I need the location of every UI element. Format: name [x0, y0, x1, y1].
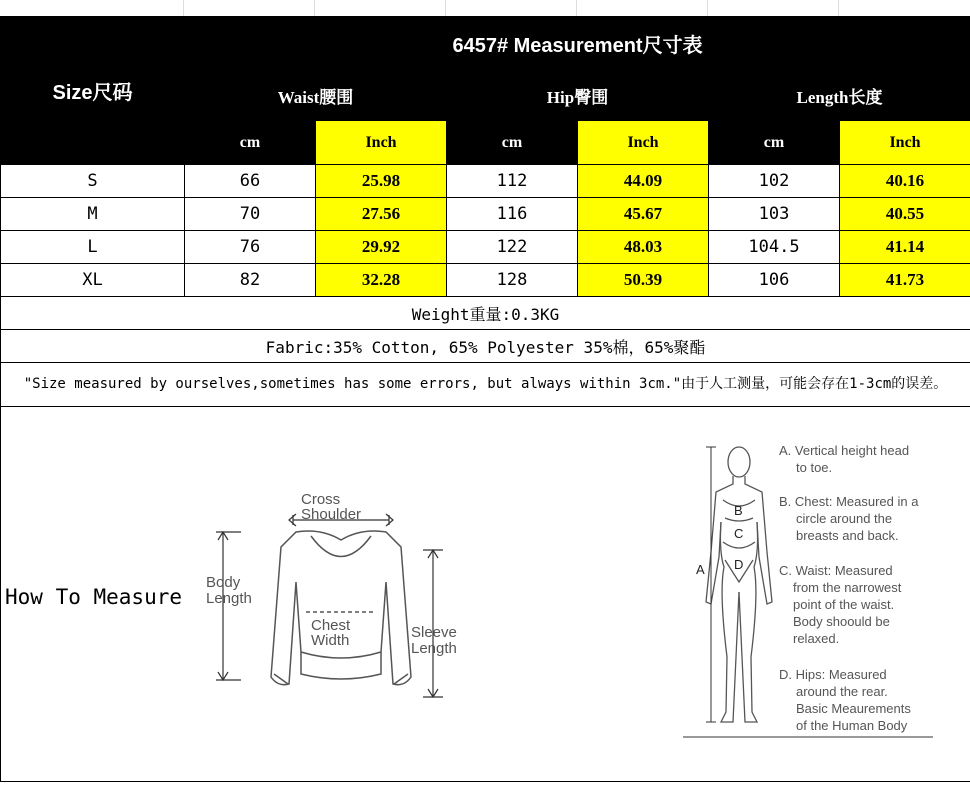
- value-cell: 104.5: [709, 231, 840, 264]
- note-d: D. Hips: Measured: [779, 667, 887, 682]
- note-d: around the rear.: [796, 684, 888, 699]
- letter-a: A: [696, 562, 705, 577]
- note-c: from the narrowest: [793, 580, 902, 595]
- value-cell: 41.73: [840, 264, 970, 297]
- table-row: [1, 198, 970, 231]
- table-row: [1, 165, 970, 198]
- length-header: Length长度: [709, 71, 970, 121]
- table-row: [1, 231, 970, 264]
- note-a: to toe.: [796, 460, 833, 475]
- how-to-measure-panel: [1, 407, 970, 782]
- value-cell: 66: [185, 165, 316, 198]
- chest-width-label: Chest: [311, 617, 351, 634]
- size-chart-table: [0, 16, 970, 782]
- size-cell: XL: [1, 264, 185, 297]
- note-c: C. Waist: Measured: [779, 563, 893, 578]
- unit-header: cm: [709, 121, 840, 165]
- cross-shoulder-label: Cross: [301, 492, 341, 508]
- value-cell: 128: [447, 264, 578, 297]
- size-cell: M: [1, 198, 185, 231]
- value-cell: 29.92: [316, 231, 447, 264]
- value-cell: 122: [447, 231, 578, 264]
- size-cell: L: [1, 231, 185, 264]
- note-d: Basic Meaurements: [796, 701, 911, 716]
- unit-header: cm: [185, 121, 316, 165]
- value-cell: 40.16: [840, 165, 970, 198]
- waist-header: Waist腰围: [185, 71, 447, 121]
- note-b: circle around the: [796, 511, 893, 526]
- unit-header: Inch: [840, 121, 970, 165]
- body-length-label: Length: [206, 590, 252, 607]
- sleeve-length-label: Sleeve: [411, 624, 457, 641]
- value-cell: 102: [709, 165, 840, 198]
- value-cell: 82: [185, 264, 316, 297]
- hip-header: Hip臀围: [447, 71, 709, 121]
- note-d: of the Human Body: [796, 718, 908, 733]
- value-cell: 50.39: [578, 264, 709, 297]
- value-cell: 25.98: [316, 165, 447, 198]
- note-b: B. Chest: Measured in a: [779, 494, 919, 509]
- fabric-row: Fabric:35% Cotton, 65% Polyester 35%棉，65%聚酯: [1, 330, 970, 363]
- sweater-diagram: [201, 492, 481, 712]
- size-cell: S: [1, 165, 185, 198]
- letter-d: D: [734, 557, 744, 572]
- chest-width-label: Width: [311, 632, 350, 649]
- note-c: relaxed.: [793, 631, 840, 646]
- table-title: 6457# Measurement尺寸表: [185, 17, 970, 71]
- how-to-measure-label: How To Measure: [5, 585, 183, 609]
- value-cell: 70: [185, 198, 316, 231]
- value-cell: 103: [709, 198, 840, 231]
- sleeve-length-label: Length: [411, 640, 457, 657]
- value-cell: 27.56: [316, 198, 447, 231]
- table-row: [1, 264, 970, 297]
- cross-shoulder-label: Shoulder: [301, 506, 362, 523]
- value-cell: 32.28: [316, 264, 447, 297]
- value-cell: 106: [709, 264, 840, 297]
- value-cell: 45.67: [578, 198, 709, 231]
- value-cell: 41.14: [840, 231, 970, 264]
- top-grid-strip: [0, 0, 970, 16]
- weight-row: Weight重量:0.3KG: [1, 297, 970, 330]
- note-b: breasts and back.: [796, 528, 899, 543]
- value-cell: 112: [447, 165, 578, 198]
- value-cell: 76: [185, 231, 316, 264]
- letter-b: B: [734, 503, 743, 518]
- measurement-note: "Size measured by ourselves,sometimes has some errors, but always within 3cm."由于人工测量，可能会存在1-3cm的误差。: [1, 363, 970, 407]
- body-length-label: Body: [206, 574, 241, 591]
- unit-header: Inch: [578, 121, 709, 165]
- value-cell: 44.09: [578, 165, 709, 198]
- value-cell: 48.03: [578, 231, 709, 264]
- value-cell: 40.55: [840, 198, 970, 231]
- note-a: A. Vertical height head: [779, 443, 910, 458]
- unit-header: cm: [447, 121, 578, 165]
- size-header: Size尺码: [1, 17, 185, 165]
- body-diagram: [681, 442, 951, 762]
- unit-header: Inch: [316, 121, 447, 165]
- note-c: Body shoould be: [793, 614, 890, 629]
- value-cell: 116: [447, 198, 578, 231]
- note-c: point of the waist.: [793, 597, 895, 612]
- letter-c: C: [734, 526, 744, 541]
